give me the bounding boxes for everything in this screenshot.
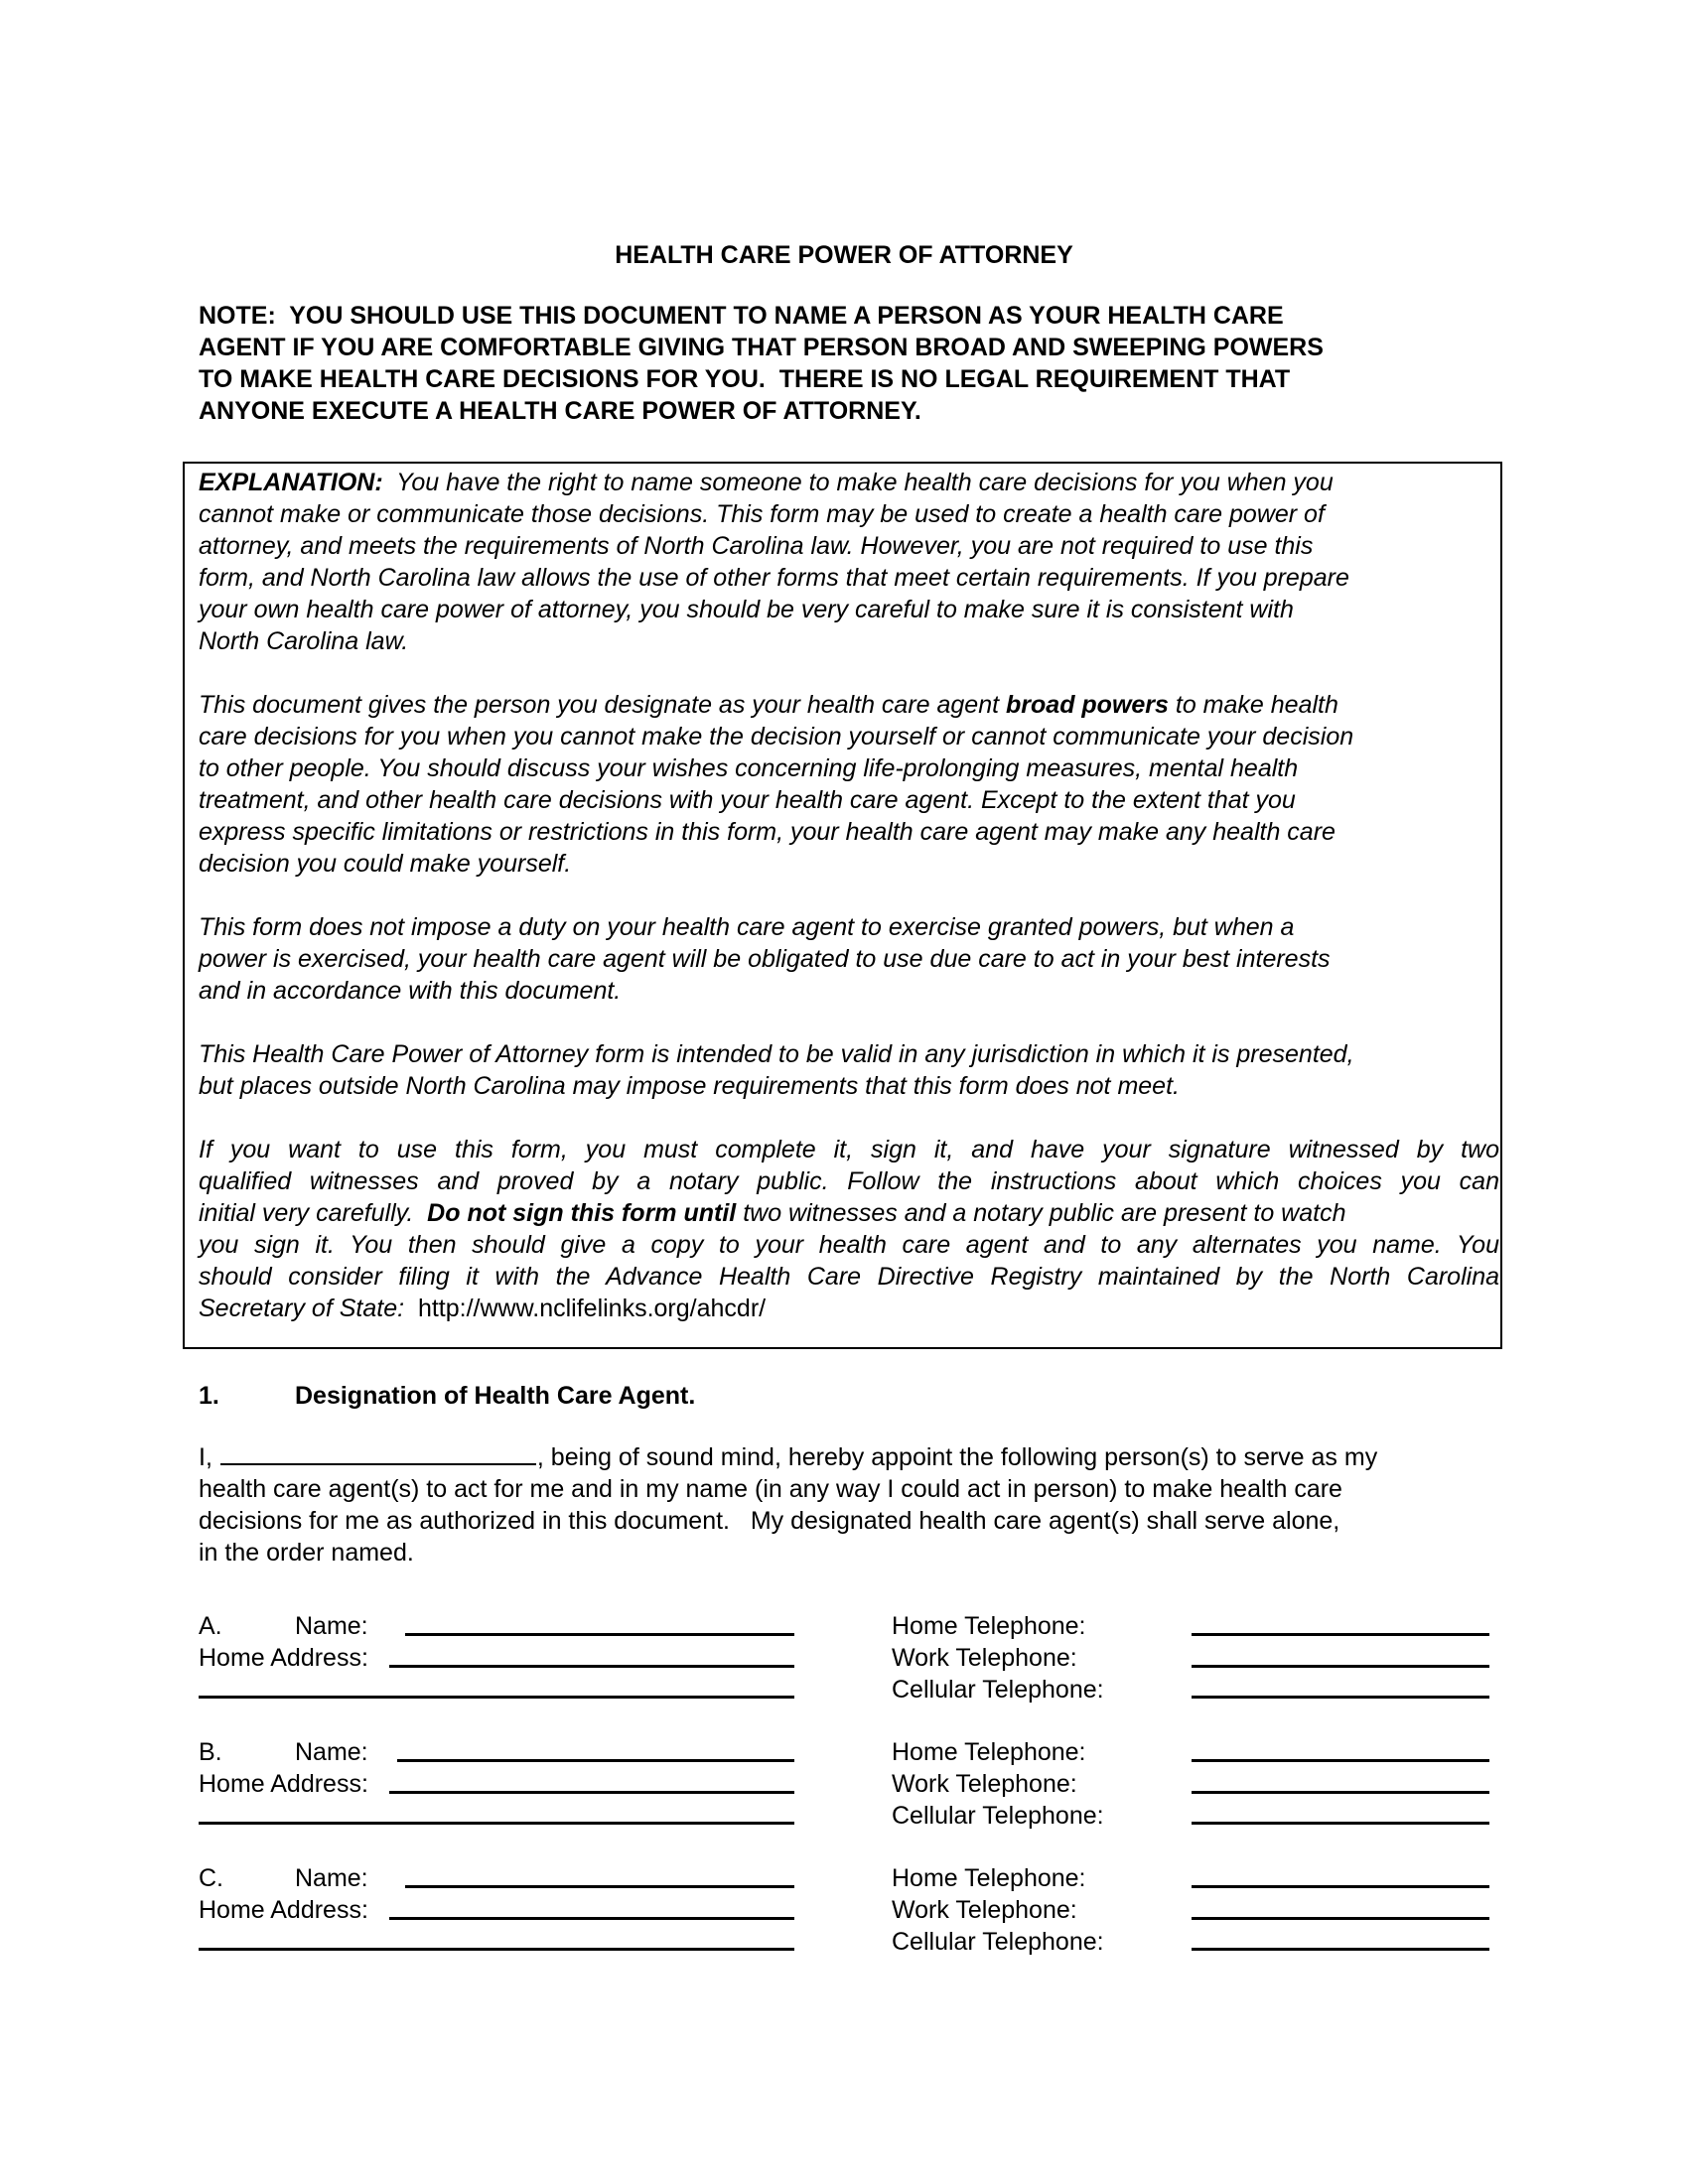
- note-line: NOTE: YOU SHOULD USE THIS DOCUMENT TO NAME A PERSON AS YOUR HEALTH CARE: [199, 302, 1284, 330]
- explanation-paragraph-4: This Health Care Power of Attorney form is intended to be valid in any jurisdiction in which it is presented, but places outside North Carolina may impose requirements that this form does not meet.: [199, 1040, 1354, 1100]
- cellular-telephone-field[interactable]: [1192, 1822, 1489, 1825]
- name-label: Name:: [295, 1612, 368, 1640]
- explanation-text: [199, 467, 1499, 1356]
- agent-name-field[interactable]: [405, 1633, 794, 1636]
- appointment-paragraph: I, , being of sound mind, hereby appoint the following person(s) to serve as my health care agent(s) to act for me and in my name (in any way I could act in person) to make health care decisions for me as authorized in this document. My designated health care agent(s) shall serve alone, in the order named.: [199, 1443, 1378, 1567]
- explanation-label: EXPLANATION:: [199, 469, 383, 496]
- agent-name-row: [199, 1610, 368, 1642]
- note-block: [199, 300, 1509, 427]
- note-line: ANYONE EXECUTE A HEALTH CARE POWER OF ATTORNEY.: [199, 397, 921, 425]
- home-address-line2-field[interactable]: [199, 1696, 794, 1699]
- home-telephone-field[interactable]: [1192, 1885, 1489, 1888]
- explanation-paragraph-1: EXPLANATION: You have the right to name someone to make health care decisions for you when you cannot make or communicate those decisions. This form may be used to create a health care power of attorney, and meets the requirements of North Carolina law. However, you are not required to use this form, and North Carolina law allows the use of other forms that meet certain requirements. If you prepare your own health care power of attorney, you should be very careful to make sure it is consistent with North Carolina law.: [199, 469, 1349, 655]
- work-telephone-label: Work Telephone:: [892, 1644, 1077, 1672]
- explanation-paragraph-3: This form does not impose a duty on your health care agent to exercise granted powers, but when a power is exercised, your health care agent will be obligated to use due care to act in your best interests and in accordance with this document.: [199, 913, 1331, 1005]
- cellular-telephone-label: Cellular Telephone:: [892, 1928, 1104, 1956]
- section-1-heading: [199, 1380, 695, 1412]
- work-telephone-field[interactable]: [1192, 1917, 1489, 1920]
- agent-letter: A.: [199, 1612, 222, 1640]
- note-line: TO MAKE HEALTH CARE DECISIONS FOR YOU. THERE IS NO LEGAL REQUIREMENT THAT: [199, 365, 1291, 393]
- home-address-line2-field[interactable]: [199, 1948, 794, 1951]
- work-telephone-label: Work Telephone:: [892, 1896, 1077, 1924]
- address-label: Home Address:: [199, 1644, 368, 1672]
- document-title: HEALTH CARE POWER OF ATTORNEY: [615, 241, 1073, 269]
- address-label: Home Address:: [199, 1896, 368, 1924]
- name-label: Name:: [295, 1864, 368, 1892]
- home-address-field[interactable]: [389, 1791, 794, 1794]
- note-line: AGENT IF YOU ARE COMFORTABLE GIVING THAT PERSON BROAD AND SWEEPING POWERS: [199, 334, 1324, 361]
- home-telephone-field[interactable]: [1192, 1633, 1489, 1636]
- do-not-sign-emphasis: Do not sign this form until: [427, 1199, 737, 1227]
- cellular-telephone-label: Cellular Telephone:: [892, 1676, 1104, 1704]
- principal-name-field[interactable]: [220, 1441, 536, 1465]
- home-address-field[interactable]: [389, 1917, 794, 1920]
- cellular-telephone-field[interactable]: [1192, 1696, 1489, 1699]
- agent-name-row: [199, 1862, 368, 1894]
- agent-name-row: [199, 1736, 368, 1768]
- home-address-field[interactable]: [389, 1665, 794, 1668]
- work-telephone-field[interactable]: [1192, 1791, 1489, 1794]
- cellular-telephone-field[interactable]: [1192, 1948, 1489, 1951]
- explanation-paragraph-5: If you want to use this form, you must complete it, sign it, and have your signature witnessed by two qualified witnesses and proved by a notary public. Follow the instructions about which choices you can initial very carefully. Do not sign this form until two witnesses and a notary public are present to watch you sign it. You then should give a copy to your health care agent and to any alternates you name. You should consider filing it with the Advance Health Care Directive Registry maintained by the North Carolina Secretary of State: http://www.nclifelinks.org/ahcdr/: [199, 1136, 1499, 1322]
- broad-powers-emphasis: broad powers: [1006, 691, 1169, 719]
- agent-letter: B.: [199, 1738, 222, 1766]
- explanation-paragraph-2: This document gives the person you designate as your health care agent broad powers to make health care decisions for you when you cannot make the decision yourself or cannot communicate your decision to other people. You should discuss your wishes concerning life-prolonging measures, mental health treatment, and other health care decisions with your health care agent. Except to the extent that you express specific limitations or restrictions in this form, your health care agent may make any health care decision you could make yourself.: [199, 691, 1354, 878]
- home-address-line2-field[interactable]: [199, 1822, 794, 1825]
- agent-name-field[interactable]: [405, 1885, 794, 1888]
- agent-letter: C.: [199, 1864, 223, 1892]
- address-label: Home Address:: [199, 1770, 368, 1798]
- cellular-telephone-label: Cellular Telephone:: [892, 1802, 1104, 1830]
- registry-link[interactable]: http://www.nclifelinks.org/ahcdr/: [417, 1295, 767, 1322]
- work-telephone-label: Work Telephone:: [892, 1770, 1077, 1798]
- work-telephone-field[interactable]: [1192, 1665, 1489, 1668]
- home-telephone-label: Home Telephone:: [892, 1612, 1086, 1640]
- home-telephone-label: Home Telephone:: [892, 1864, 1086, 1892]
- home-telephone-label: Home Telephone:: [892, 1738, 1086, 1766]
- name-label: Name:: [295, 1738, 368, 1766]
- agent-name-field[interactable]: [397, 1759, 794, 1762]
- home-telephone-field[interactable]: [1192, 1759, 1489, 1762]
- section-number: 1.: [199, 1382, 219, 1410]
- section-title: Designation of Health Care Agent.: [295, 1382, 696, 1410]
